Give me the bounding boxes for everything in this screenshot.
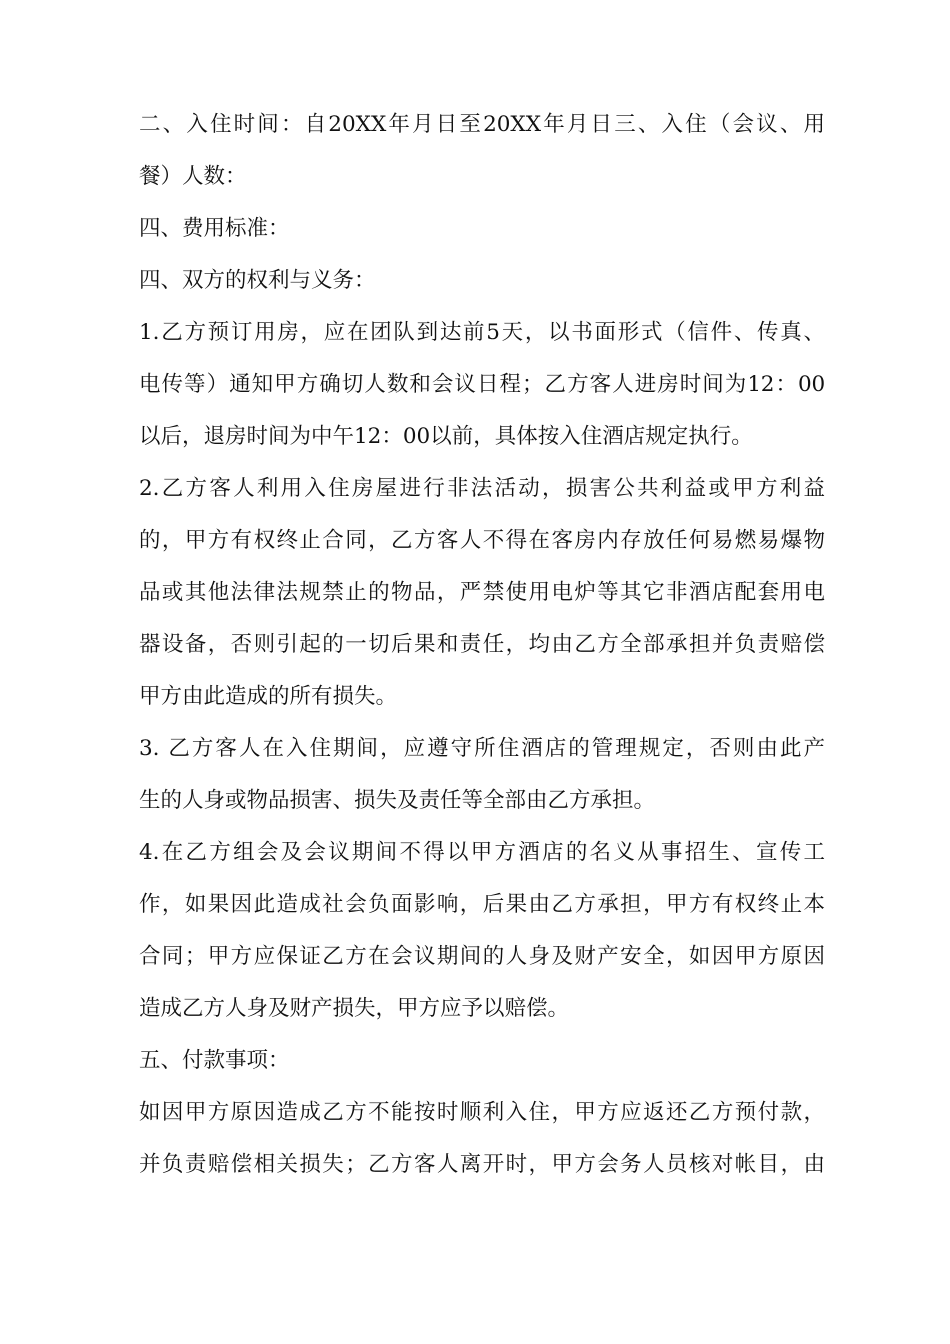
- section-heading-rights-obligations: 四、双方的权利与义务：: [139, 268, 376, 293]
- clause-3-line-1: 3. 乙方客人在入住期间，应遵守所住酒店的管理规定，否则由此产: [139, 736, 825, 761]
- clause-2-line-3: 品或其他法律法规禁止的物品，严禁使用电炉等其它非酒店配套用电: [139, 580, 825, 605]
- clause-1-line-1: 1.乙方预订用房，应在团队到达前5天，以书面形式（信件、传真、: [139, 320, 825, 345]
- payment-line-1: 如因甲方原因造成乙方不能按时顺利入住，甲方应返还乙方预付款，: [139, 1100, 825, 1125]
- clause-4-line-1: 4.在乙方组会及会议期间不得以甲方酒店的名义从事招生、宣传工: [139, 840, 825, 865]
- clause-1-line-2: 电传等）通知甲方确切人数和会议日程；乙方客人进房时间为12：00: [139, 372, 825, 397]
- payment-line-2: 并负责赔偿相关损失；乙方客人离开时，甲方会务人员核对帐目，由: [139, 1152, 825, 1177]
- clause-2-line-2: 的，甲方有权终止合同，乙方客人不得在客房内存放任何易燃易爆物: [139, 528, 825, 553]
- clause-2-line-4: 器设备，否则引起的一切后果和责任，均由乙方全部承担并负责赔偿: [139, 632, 825, 657]
- section-heading-payment: 五、付款事项：: [139, 1048, 290, 1073]
- text-line-stay-dates: 二、入住时间：自20XX年月日至20XX年月日三、入住（会议、用: [139, 112, 825, 137]
- clause-1-line-3: 以后，退房时间为中午12：00以前，具体按入住酒店规定执行。: [139, 424, 753, 449]
- clause-4-line-2: 作，如果因此造成社会负面影响，后果由乙方承担，甲方有权终止本: [139, 892, 825, 917]
- text-line-guest-count: 餐）人数：: [139, 164, 247, 189]
- clause-4-line-3: 合同；甲方应保证乙方在会议期间的人身及财产安全，如因甲方原因: [139, 944, 825, 969]
- clause-4-line-4: 造成乙方人身及财产损失，甲方应予以赔偿。: [139, 996, 570, 1021]
- clause-3-line-2: 生的人身或物品损害、损失及责任等全部由乙方承担。: [139, 788, 656, 813]
- document-page: [139, 99, 825, 1191]
- clause-2-line-1: 2.乙方客人利用入住房屋进行非法活动，损害公共利益或甲方利益: [139, 476, 825, 501]
- section-heading-fee-standard: 四、费用标准：: [139, 216, 290, 241]
- clause-2-line-5: 甲方由此造成的所有损失。: [139, 684, 398, 709]
